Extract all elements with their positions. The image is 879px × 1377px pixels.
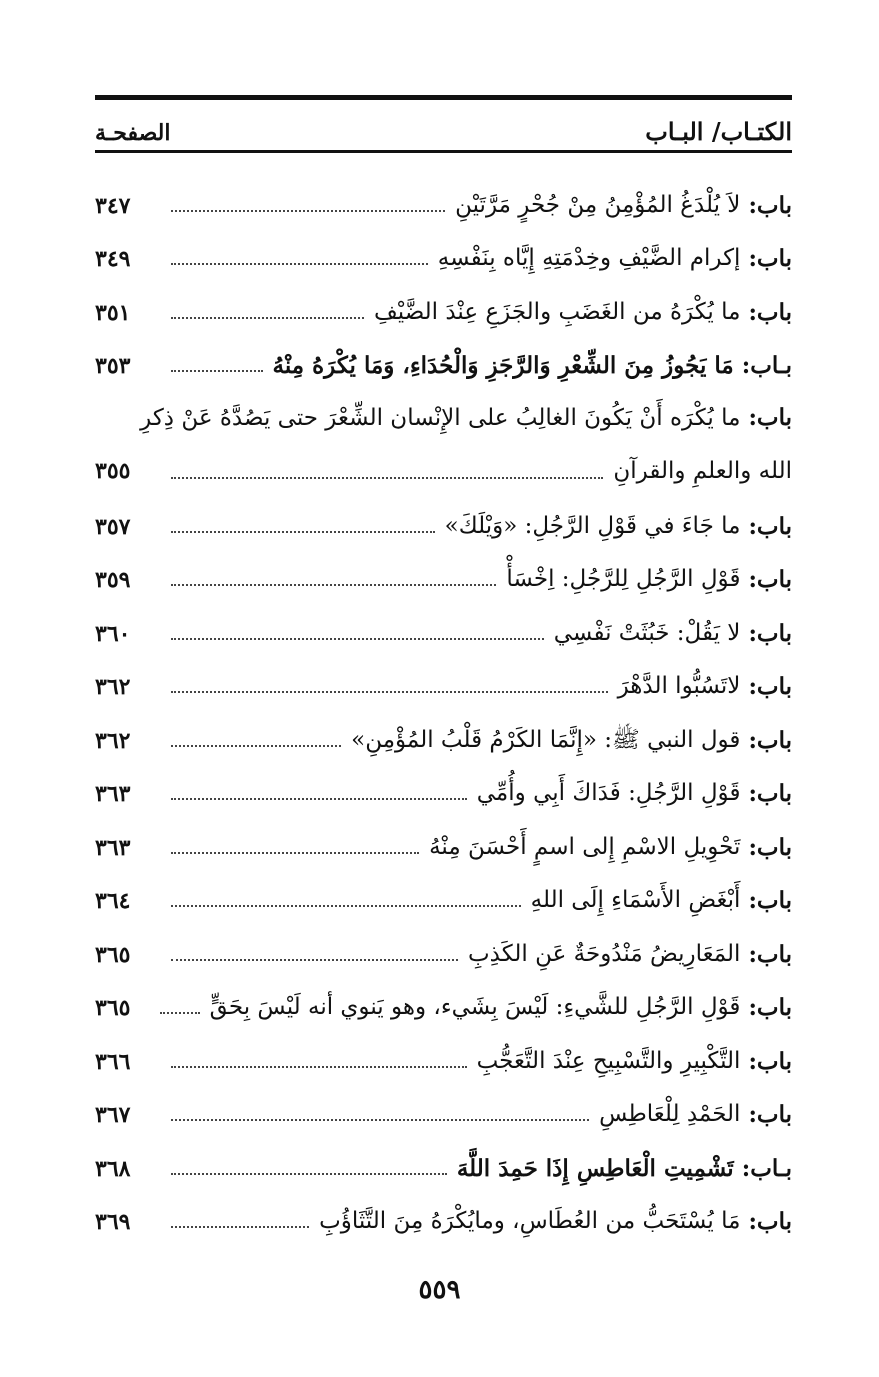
toc-entry[interactable]	[95, 484, 792, 538]
entry-page-number: ٣٦٣	[95, 781, 131, 807]
toc-entry[interactable]	[95, 805, 792, 859]
dot-leader	[171, 1066, 467, 1068]
entry-prefix: باب:	[748, 1208, 792, 1235]
entry-page-number: ٣٦٨	[95, 1155, 131, 1182]
dot-leader	[171, 1119, 589, 1121]
entry-title: مَا يَجُوزُ مِنَ الشِّعْرِ وَالرَّجَزِ وَالْحُدَاءِ، وَمَا يُكْرَهُ مِنْهُ	[272, 352, 734, 379]
dot-leader	[171, 1226, 309, 1228]
entry-title: لا يَقُلْ: خَبُثَتْ نَفْسِي	[553, 619, 741, 646]
entry-page-number: ٣٦٤	[95, 888, 131, 914]
entry-page-number: ٣٦٢	[95, 674, 131, 700]
entry-title: ما يُكْرَه أَنْ يَكُونَ الغالِبُ على الإِنْسان الشِّعْرَ حتى يَصُدَّهُ عَنْ ذِكرِ	[140, 404, 741, 431]
toc-entry[interactable]	[95, 1180, 792, 1234]
entry-line-2	[95, 431, 792, 485]
entry-page-number: ٣٦٦	[95, 1048, 131, 1075]
toc-entry[interactable]	[95, 217, 792, 271]
header-bottom-rule	[95, 150, 792, 153]
entry-prefix: باب:	[748, 994, 792, 1021]
dot-leader	[171, 317, 364, 319]
entry-title: إكرام الضَّيْفِ وخِدْمَتِهِ إِيَّاه بِنَفْسِهِ	[437, 245, 741, 271]
dot-leader	[171, 1173, 447, 1175]
entry-page-number: ٣٥٩	[95, 567, 131, 593]
entry-prefix: باب:	[748, 191, 792, 219]
dot-leader	[171, 477, 603, 479]
entry-prefix: باب:	[748, 1047, 792, 1075]
entry-prefix: باب:	[748, 726, 792, 754]
dot-leader	[171, 852, 419, 854]
entry-prefix: باب:	[748, 298, 792, 326]
entry-title: ما يُكْرَهُ من الغَضَبِ والجَزَعِ عِنْدَ الضَّيْفِ	[373, 298, 741, 325]
entry-prefix: باب:	[748, 245, 792, 272]
entry-prefix: بـاب:	[741, 1154, 792, 1182]
toc-header	[95, 100, 792, 146]
entry-title: ما جَاءَ في قَوْلِ الرَّجُلِ: «وَيْلَكَ»	[444, 512, 741, 539]
entry-title: لاَ يُلْدَغُ المُؤْمِنُ مِنْ جُحْرٍ مَرَّتَيْنِ	[455, 191, 741, 218]
entry-title: قَوْلِ الرَّجُلِ لِلرَّجُلِ: اِخْسَأْ	[506, 566, 741, 592]
entry-prefix: باب:	[748, 1101, 792, 1128]
entry-title: قَوْلِ الرَّجُلِ: فَدَاكَ أَبِي وأُمِّي	[476, 780, 741, 806]
entry-title: تَشْمِيتِ الْعَاطِسِ إِذَا حَمِدَ اللَّهَ	[456, 1154, 734, 1182]
entry-title: مَا يُسْتَحَبُّ من العُطَاسِ، ومايُكْرَهُ مِنَ التَّثَاؤُبِ	[319, 1208, 741, 1234]
entry-page-number: ٣٤٧	[95, 192, 131, 219]
dot-leader	[171, 370, 263, 372]
entry-page-number: ٣٥٣	[95, 353, 131, 379]
entry-title: المَعَارِيضُ مَنْدُوحَةٌ عَنِ الكَذِبِ	[467, 940, 741, 967]
toc-page	[95, 95, 792, 1233]
toc-entry[interactable]	[95, 698, 792, 752]
entry-line-1	[95, 377, 792, 431]
toc-entry[interactable]	[95, 538, 792, 592]
toc-entry[interactable]	[95, 324, 792, 378]
entry-page-number: ٣٦٥	[95, 941, 131, 968]
entry-prefix: باب:	[748, 887, 792, 914]
entry-title: لاتَسُبُّوا الدَّهْرَ	[617, 673, 741, 699]
entry-prefix: باب:	[748, 940, 792, 968]
toc-entry[interactable]	[95, 859, 792, 913]
toc-entries	[95, 163, 792, 1233]
toc-entry[interactable]	[95, 966, 792, 1020]
entry-title: أَبْغَضِ الأَسْمَاءِ إِلَى اللهِ	[530, 887, 741, 913]
toc-entry[interactable]	[95, 1073, 792, 1127]
dot-leader	[171, 745, 341, 747]
entry-page-number: ٣٥٧	[95, 513, 131, 540]
entry-title: الحَمْدِ لِلْعَاطِسِ	[599, 1101, 741, 1127]
dot-leader	[171, 584, 496, 586]
chapter-column-label: الكتـاب/ البـاب	[645, 117, 792, 146]
dot-leader	[171, 959, 458, 961]
toc-entry[interactable]	[95, 591, 792, 645]
entry-page-number: ٣٥١	[95, 299, 131, 326]
toc-entry[interactable]	[95, 163, 792, 217]
entry-prefix: باب:	[748, 619, 792, 647]
dot-leader	[171, 905, 521, 907]
dot-leader	[171, 691, 608, 693]
entry-title-continued: الله والعلمِ والقرآنِ	[613, 458, 792, 484]
entry-page-number: ٣٦٠	[95, 620, 131, 647]
entry-prefix: باب:	[748, 512, 792, 540]
dot-leader	[160, 1012, 200, 1014]
toc-entry[interactable]	[95, 270, 792, 324]
entry-page-number: ٣٦٢	[95, 727, 131, 754]
entry-title: تَحْوِيلِ الاسْمِ إِلى اسمٍ أَحْسَنَ مِنْهُ	[429, 833, 741, 860]
entry-prefix: بـاب:	[741, 352, 792, 379]
dot-leader	[171, 531, 435, 533]
entry-title: التَّكْبِيرِ والتَّسْبِيحِ عِنْدَ التَّعَجُّبِ	[476, 1047, 741, 1074]
toc-entry[interactable]	[95, 1019, 792, 1073]
entry-page-number: ٣٥٥	[95, 458, 131, 484]
toc-entry[interactable]	[95, 912, 792, 966]
entry-page-number: ٣٤٩	[95, 246, 131, 272]
entry-title: قَوْلِ الرَّجُلِ للشَّيءِ: لَيْسَ بِشَيء، وهو يَنوي أنه لَيْسَ بِحَقٍّ	[209, 994, 741, 1020]
entry-title: قول النبي ﷺ: «إِنَّمَا الكَرْمُ قَلْبُ المُؤْمِنِ»	[351, 726, 741, 753]
entry-prefix: باب:	[748, 566, 792, 593]
dot-leader	[171, 798, 467, 800]
page-column-label: الصفحـة	[95, 120, 171, 146]
entry-page-number: ٣٦٩	[95, 1209, 131, 1235]
entry-prefix: باب:	[748, 833, 792, 861]
toc-entry[interactable]	[95, 377, 792, 484]
entry-prefix: باب:	[748, 780, 792, 807]
entry-prefix: باب:	[748, 403, 792, 431]
dot-leader	[171, 263, 428, 265]
entry-page-number: ٣٦٣	[95, 834, 131, 861]
entry-prefix: باب:	[748, 673, 792, 700]
dot-leader	[171, 638, 544, 640]
entry-page-number: ٣٦٥	[95, 995, 131, 1021]
toc-entry[interactable]	[95, 645, 792, 699]
dot-leader	[171, 210, 445, 212]
toc-entry[interactable]	[95, 752, 792, 806]
footer-page-number: ٥٥٩	[418, 1275, 461, 1305]
entry-page-number: ٣٦٧	[95, 1102, 131, 1128]
toc-entry[interactable]	[95, 1126, 792, 1180]
